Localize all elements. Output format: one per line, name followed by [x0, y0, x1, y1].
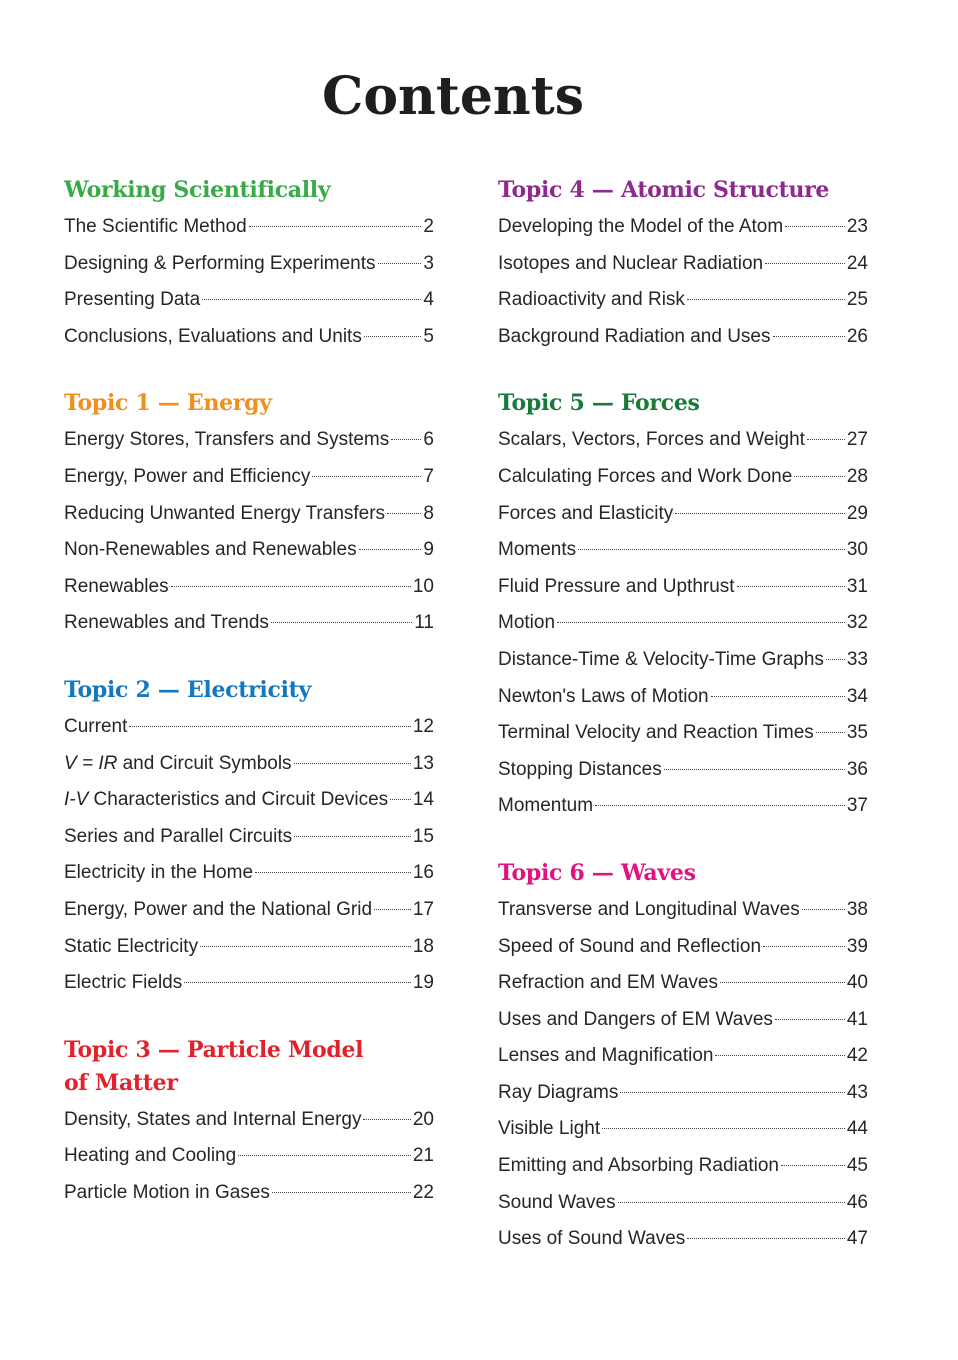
dot-leader [687, 299, 845, 300]
page-number: 42 [846, 1045, 868, 1067]
toc-entry[interactable] [498, 642, 868, 679]
section-heading: Topic 2 — Electricity [64, 676, 311, 703]
dot-leader [378, 263, 422, 264]
entry-title: Refraction and EM Waves [498, 972, 718, 994]
entry-title: Visible Light [498, 1118, 601, 1140]
entry-title: Uses of Sound Waves [498, 1228, 686, 1250]
page-number: 36 [846, 758, 868, 780]
entry-title [64, 782, 388, 819]
dot-leader [184, 982, 411, 983]
entry-title: Presenting Data [64, 289, 201, 311]
toc-entry[interactable] [64, 459, 434, 496]
entry-title: Energy, Power and the National Grid [64, 898, 373, 920]
entry-title: Particle Motion in Gases [64, 1181, 270, 1203]
toc-entry[interactable] [498, 319, 868, 356]
page-number: 14 [412, 789, 434, 811]
entry-title: Sound Waves [498, 1191, 616, 1213]
page-number: 28 [846, 465, 868, 487]
page-number: 12 [412, 715, 434, 737]
page-number: 2 [423, 216, 434, 237]
page-number: 4 [423, 289, 434, 311]
dot-leader [807, 439, 845, 440]
page-number: 5 [423, 325, 434, 347]
page-number: 37 [846, 795, 868, 817]
dot-leader [359, 549, 422, 550]
entry-title: Scalars, Vectors, Forces and Weight [498, 429, 805, 451]
dot-leader [816, 732, 845, 733]
dot-leader [715, 1055, 844, 1056]
toc-entry[interactable] [498, 752, 868, 789]
entry-title: Terminal Velocity and Reaction Times [498, 722, 814, 744]
section-heading [64, 1034, 434, 1100]
dot-leader [312, 476, 421, 477]
page-number: 29 [846, 502, 868, 524]
toc-entry[interactable] [64, 1138, 434, 1175]
dot-leader [785, 226, 845, 227]
entry-title: Heating and Cooling [64, 1145, 237, 1167]
toc-entry[interactable] [64, 496, 434, 533]
toc-entry[interactable] [64, 569, 434, 606]
toc-entry[interactable] [64, 1102, 434, 1139]
section-heading: Topic 5 — Forces [498, 390, 700, 417]
dot-leader [711, 696, 845, 697]
toc-entry[interactable] [498, 892, 868, 929]
toc-entry[interactable] [498, 496, 868, 533]
page-number: 9 [423, 539, 434, 561]
section-topic-2-electricity [64, 674, 434, 1002]
entry-title: Conclusions, Evaluations and Units [64, 325, 362, 347]
toc-entry[interactable] [64, 892, 434, 929]
page-number: 44 [846, 1118, 868, 1140]
entry-title: Speed of Sound and Reflection [498, 935, 762, 957]
toc-entry[interactable] [64, 965, 434, 1002]
section-heading: Topic 6 — Waves [498, 859, 696, 886]
toc-entry[interactable] [498, 1148, 868, 1185]
entry-title: Renewables and Trends [64, 612, 269, 634]
toc-entry[interactable] [64, 532, 434, 569]
entry-title: Transverse and Longitudinal Waves [498, 898, 800, 920]
toc-entry[interactable] [498, 209, 868, 246]
dot-leader [763, 946, 845, 947]
page-number: 30 [846, 539, 868, 561]
dot-leader [557, 622, 845, 623]
dot-leader [364, 336, 422, 337]
page-number: 24 [846, 252, 868, 274]
dot-leader [238, 1155, 411, 1156]
toc-entry[interactable] [64, 282, 434, 319]
toc-entry[interactable] [498, 679, 868, 716]
entry-title: Reducing Unwanted Energy Transfers [64, 502, 386, 524]
dot-leader [255, 872, 411, 873]
toc-entry[interactable] [64, 782, 434, 819]
contents-column-right [498, 174, 868, 1290]
dot-leader [620, 1092, 844, 1093]
dot-leader [171, 586, 411, 587]
section-topic-4-atomic-structure [498, 174, 868, 355]
dot-leader [773, 336, 845, 337]
entry-title: Newton's Laws of Motion [498, 685, 709, 707]
page-number: 39 [846, 935, 868, 957]
toc-entry[interactable] [498, 1075, 868, 1112]
entry-title: Stopping Distances [498, 758, 662, 780]
entry-title-formula: V = IR [64, 752, 118, 774]
dot-leader [802, 909, 845, 910]
entry-title: Motion [498, 612, 556, 634]
section-topic-3-particle-model-of-matter [64, 1034, 434, 1212]
toc-entry[interactable] [498, 715, 868, 752]
entry-title: Moments [498, 539, 577, 561]
page-number: 7 [423, 465, 434, 487]
page-number: 41 [846, 1008, 868, 1030]
entry-title: Isotopes and Nuclear Radiation [498, 252, 764, 274]
page-number: 13 [412, 752, 434, 774]
dot-leader [374, 909, 411, 910]
entry-title: Electric Fields [64, 972, 183, 994]
toc-entry[interactable] [498, 965, 868, 1002]
page-number: 47 [846, 1228, 868, 1250]
dot-leader [664, 769, 845, 770]
dot-leader [294, 763, 411, 764]
toc-entry[interactable] [498, 422, 868, 459]
toc-entry[interactable] [498, 532, 868, 569]
page-number: 21 [412, 1145, 434, 1167]
entry-title: Static Electricity [64, 935, 199, 957]
dot-leader [363, 1119, 410, 1120]
toc-entry[interactable] [64, 246, 434, 283]
entry-title [64, 746, 292, 783]
page-number: 33 [846, 648, 868, 670]
toc-entry[interactable] [498, 1038, 868, 1075]
toc-entry[interactable] [498, 1185, 868, 1222]
dot-leader [618, 1202, 845, 1203]
section-working-scientifically [64, 174, 434, 355]
toc-entry[interactable] [64, 929, 434, 966]
page-number: 8 [423, 502, 434, 524]
toc-entry[interactable] [498, 246, 868, 283]
toc-entry[interactable] [498, 1111, 868, 1148]
entry-title-rest: and Circuit Symbols [117, 752, 292, 774]
entry-title: The Scientific Method [64, 216, 247, 237]
toc-entry[interactable] [498, 1221, 868, 1258]
page-number: 38 [846, 898, 868, 920]
toc-entry[interactable] [498, 282, 868, 319]
page-number: 31 [846, 575, 868, 597]
page-number: 26 [846, 325, 868, 347]
page-number: 32 [846, 612, 868, 634]
toc-entry[interactable] [64, 855, 434, 892]
toc-entry[interactable] [64, 1175, 434, 1212]
page-number: 23 [846, 216, 868, 237]
section-heading: Topic 1 — Energy [64, 390, 272, 417]
dot-leader [737, 586, 845, 587]
page-number: 20 [412, 1108, 434, 1130]
page-number: 6 [423, 429, 434, 451]
page-number: 19 [412, 972, 434, 994]
entry-title: Radioactivity and Risk [498, 289, 685, 311]
section-heading: Working Scientifically [64, 177, 331, 203]
section-heading-line: Topic 3 — Particle Model [64, 1036, 364, 1063]
toc-entry[interactable] [498, 929, 868, 966]
entry-title: Fluid Pressure and Upthrust [498, 575, 735, 597]
toc-entry[interactable] [498, 1002, 868, 1039]
dot-leader [781, 1165, 845, 1166]
dot-leader [595, 805, 845, 806]
toc-entry[interactable] [64, 746, 434, 783]
page-number: 43 [846, 1081, 868, 1103]
page-number: 11 [414, 612, 434, 634]
page-number: 34 [846, 685, 868, 707]
dot-leader [271, 622, 412, 623]
dot-leader [294, 836, 411, 837]
page-number: 27 [846, 429, 868, 451]
entry-title: Distance-Time & Velocity-Time Graphs [498, 648, 824, 670]
entry-title: Ray Diagrams [498, 1081, 619, 1103]
entry-title: Calculating Forces and Work Done [498, 465, 793, 487]
page-number: 17 [412, 898, 434, 920]
page-number: 18 [412, 935, 434, 957]
toc-entry[interactable] [498, 459, 868, 496]
contents-column-left [64, 174, 434, 1243]
section-topic-1-energy [64, 387, 434, 642]
entry-title: Momentum [498, 795, 594, 817]
entry-title: Designing & Performing Experiments [64, 252, 376, 274]
section-topic-5-forces [498, 387, 868, 825]
dot-leader [826, 659, 845, 660]
section-heading: Topic 4 — Atomic Structure [498, 177, 830, 203]
entry-title: Energy Stores, Transfers and Systems [64, 429, 390, 451]
entry-title: Electricity in the Home [64, 862, 254, 884]
dot-leader [775, 1019, 845, 1020]
entry-title-rest: Characteristics and Circuit Devices [88, 789, 389, 811]
page-number: 45 [846, 1155, 868, 1177]
toc-entry[interactable] [64, 319, 434, 356]
entry-title: Lenses and Magnification [498, 1045, 714, 1067]
toc-entry[interactable] [64, 422, 434, 459]
dot-leader [129, 726, 411, 727]
page-number: 10 [412, 575, 434, 597]
toc-entry[interactable] [64, 209, 434, 246]
toc-entry[interactable] [64, 605, 434, 642]
page-number: 15 [412, 825, 434, 847]
entry-title: Developing the Model of the Atom [498, 216, 784, 237]
dot-leader [272, 1192, 411, 1193]
page-number: 3 [423, 252, 434, 274]
dot-leader [794, 476, 845, 477]
section-heading-line: of Matter [64, 1069, 178, 1096]
dot-leader [390, 799, 411, 800]
entry-title: Current [64, 715, 128, 737]
entry-title: Uses and Dangers of EM Waves [498, 1008, 773, 1030]
page-number: 16 [412, 862, 434, 884]
entry-title: Non-Renewables and Renewables [64, 539, 357, 561]
dot-leader [675, 513, 845, 514]
page-number: 22 [412, 1181, 434, 1203]
page-number: 35 [846, 722, 868, 744]
entry-title: Density, States and Internal Energy [64, 1108, 362, 1130]
entry-title: Background Radiation and Uses [498, 325, 771, 347]
dot-leader [578, 549, 845, 550]
dot-leader [249, 226, 422, 227]
dot-leader [202, 299, 421, 300]
dot-leader [687, 1238, 845, 1239]
entry-title-formula: I-V [64, 789, 89, 811]
dot-leader [387, 513, 421, 514]
entry-title: Emitting and Absorbing Radiation [498, 1155, 779, 1177]
toc-entry[interactable] [498, 569, 868, 606]
page-number: 25 [846, 289, 868, 311]
entry-title: Series and Parallel Circuits [64, 825, 293, 847]
entry-title: Energy, Power and Efficiency [64, 465, 311, 487]
toc-entry[interactable] [64, 709, 434, 746]
entry-title: Renewables [64, 575, 169, 597]
toc-entry[interactable] [498, 605, 868, 642]
dot-leader [200, 946, 411, 947]
dot-leader [720, 982, 845, 983]
dot-leader [602, 1128, 845, 1129]
entry-title: Forces and Elasticity [498, 502, 674, 524]
page-number: 46 [846, 1191, 868, 1213]
dot-leader [391, 439, 421, 440]
dot-leader [765, 263, 845, 264]
section-topic-6-waves [498, 857, 868, 1258]
page-number: 40 [846, 972, 868, 994]
toc-entry[interactable] [64, 819, 434, 856]
toc-entry[interactable] [498, 788, 868, 825]
page-title: Contents [321, 66, 585, 127]
